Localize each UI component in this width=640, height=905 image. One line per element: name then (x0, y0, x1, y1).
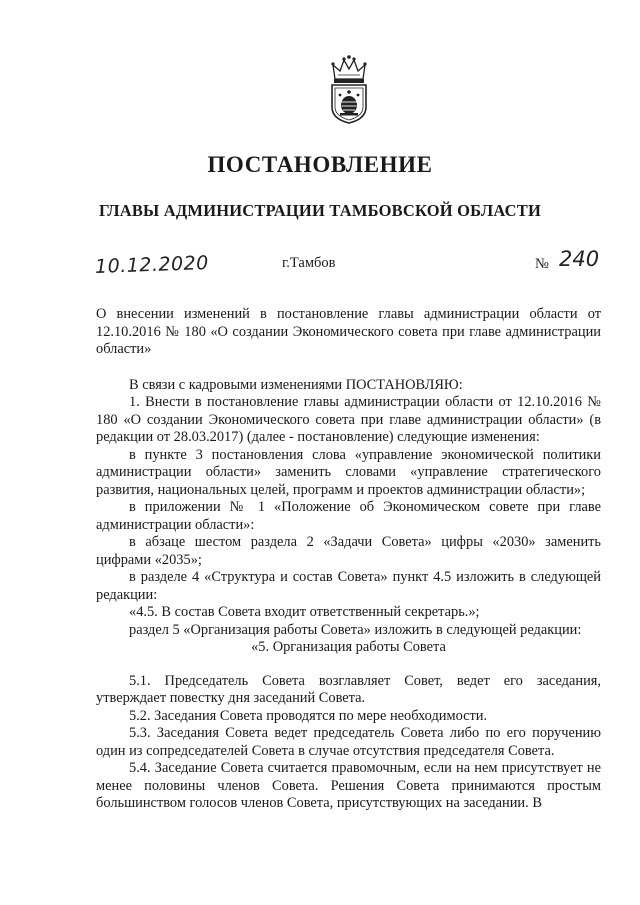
paragraph: раздел 5 «Организация работы Совета» изложить в следующей редакции: (129, 621, 582, 638)
document-subject: О внесении изменений в постановление главы администрации области от 12.10.2016 № 180 «О создании Экономического совета при главе администрации области» (96, 306, 601, 357)
paragraph: 1. Внести в постановление главы администрации области от 12.10.2016 № 180 «О создании Экономического совета при главе администрации области» (в редакции от 28.03.2017) (далее - постановление) следующие изменения: (96, 394, 601, 445)
section-heading: «5. Организация работы Совета (251, 639, 446, 655)
handwritten-date: 10.12.2020 (94, 252, 210, 278)
coat-of-arms-emblem (325, 55, 373, 125)
paragraph: «4.5. В состав Совета входит ответственный секретарь.»; (129, 604, 480, 620)
document-body (96, 306, 601, 813)
document-subtitle: ГЛАВЫ АДМИНИСТРАЦИИ ТАМБОВСКОЙ ОБЛАСТИ (99, 201, 541, 220)
section-item: 5.1. Председатель Совета возглавляет Совет, ведет его заседания, утверждает повестку дня заседаний Совета. (96, 672, 601, 706)
section-item: 5.3. Заседания Совета ведет председатель Совета либо по его поручению один из сопредседателей Совета в случае отсутствия председателя Совета. (96, 725, 601, 759)
section-item: 5.2. Заседания Совета проводятся по мере необходимости. (129, 707, 488, 724)
paragraph: В связи с кадровыми изменениями ПОСТАНОВЛЯЮ: (129, 376, 463, 393)
number-label: № (535, 256, 549, 272)
document-title: ПОСТАНОВЛЕНИЕ (207, 152, 433, 177)
paragraph: в абзаце шестом раздела 2 «Задачи Совета» цифры «2030» заменить цифрами «2035»; (96, 534, 601, 568)
handwritten-number: 240 (559, 247, 600, 271)
city-label: г.Тамбов (282, 255, 336, 271)
paragraph: в разделе 4 «Структура и состав Совета» пункт 4.5 изложить в следующей редакции: (96, 569, 601, 603)
section-item: 5.4. Заседание Совета считается правомочным, если на нем присутствует не менее половины членов Совета. Решения Совета принимаются простым большинством голосов членов Совета, присутствующих на заседании. В (96, 760, 601, 811)
paragraph: в приложении № 1 «Положение об Экономическом совете при главе администрации области»: (96, 499, 601, 533)
paragraph: в пункте 3 постановления слова «управление экономической политики администрации области» заменить словами «управление стратегического развития, национальных целей, программ и проектов администрации области»; (96, 446, 601, 498)
